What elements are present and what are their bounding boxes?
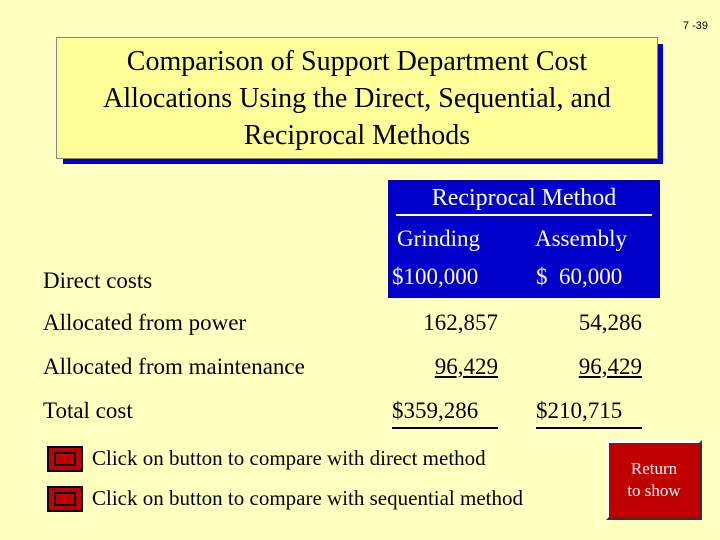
column-header-grinding: Grinding	[397, 226, 481, 251]
underlined-value: 96,429	[578, 354, 642, 379]
row-label-direct-costs: Direct costs	[43, 268, 153, 293]
cell-total-grinding: $359,286	[392, 398, 479, 423]
cell-power-assembly: 54,286	[578, 310, 642, 335]
button-frame-icon	[54, 452, 76, 466]
compare-direct-button[interactable]	[47, 446, 83, 472]
cell-direct-assembly: $ 60,000	[536, 264, 623, 289]
cell-direct-grinding: $100,000	[392, 264, 479, 289]
button-frame-icon	[54, 492, 76, 506]
double-underline-grinding	[392, 427, 498, 429]
double-underline-assembly	[536, 427, 642, 429]
row-label-allocated-power: Allocated from power	[43, 310, 247, 335]
row-label-total-cost: Total cost	[43, 398, 133, 423]
method-header: Reciprocal Method	[396, 185, 652, 216]
slide-number: 7 -39	[682, 20, 708, 32]
cell-power-grinding: 162,857	[423, 310, 498, 335]
return-to-show-button[interactable]: Return to show	[606, 440, 702, 520]
cell-maintenance-assembly	[534, 354, 642, 380]
underlined-value: 96,429	[434, 354, 498, 379]
column-header-assembly: Assembly	[535, 226, 627, 251]
compare-direct-label: Click on button to compare with direct method	[92, 446, 486, 470]
cell-maintenance-grinding	[390, 354, 498, 380]
cell-total-assembly: $210,715	[536, 398, 623, 423]
compare-sequential-label: Click on button to compare with sequential method	[92, 486, 524, 510]
slide-title: Comparison of Support Department Cost Allocations Using the Direct, Sequential, and Reciprocal Methods	[56, 37, 658, 159]
compare-sequential-button[interactable]	[47, 486, 83, 512]
row-label-allocated-maintenance: Allocated from maintenance	[43, 354, 305, 379]
